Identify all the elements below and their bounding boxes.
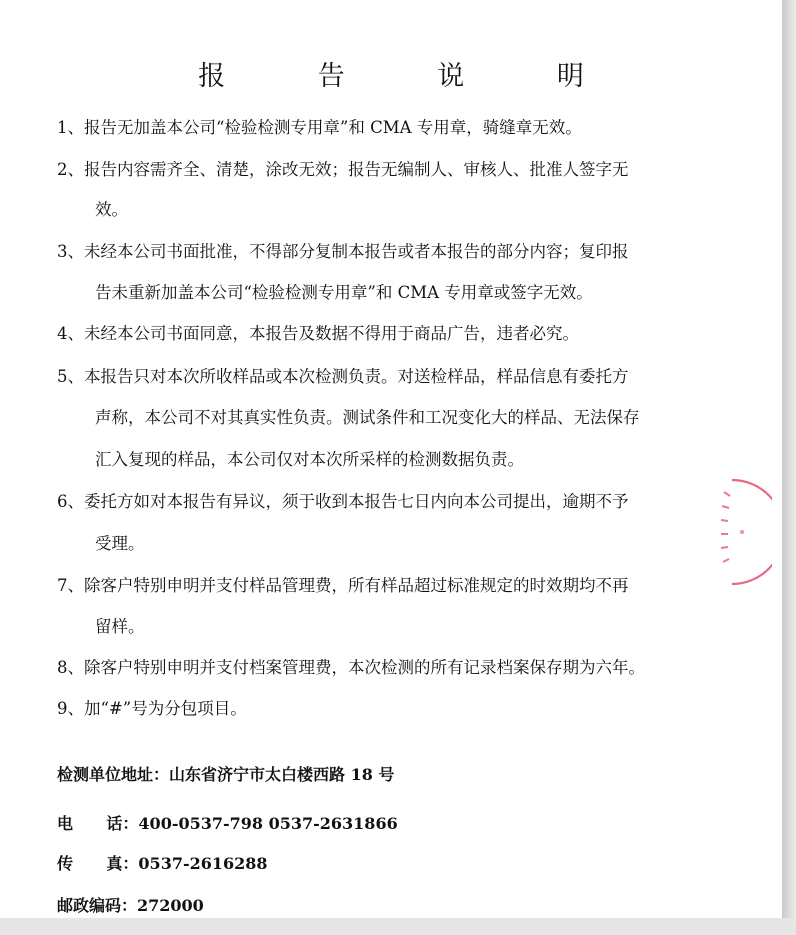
item-2-line-1: 2、报告内容需齐全、清楚，涂改无效；报告无编制人、审核人、批准人签字无 bbox=[57, 160, 629, 179]
item-5-line-1: 5、本报告只对本次所收样品或本次检测负责。对送检样品，样品信息有委托方 bbox=[57, 367, 629, 386]
item-8-line-1: 8、除客户特别申明并支付档案管理费，本次检测的所有记录档案保存期为六年。 bbox=[57, 658, 645, 677]
contact-fax: 传 真：0537-2616288 bbox=[57, 854, 268, 873]
contact-phone: 电 话：400-0537-798 0537-2631866 bbox=[57, 814, 398, 833]
seam-stamp-icon bbox=[712, 472, 772, 592]
item-3-line-2: 告未重新加盖本公司“检验检测专用章”和 CMA 专用章或签字无效。 bbox=[95, 283, 593, 302]
item-7-line-2: 留样。 bbox=[95, 617, 145, 636]
item-6-line-1: 6、委托方如对本报告有异议，须于收到本报告七日内向本公司提出，逾期不予 bbox=[57, 492, 629, 511]
contact-postcode: 邮政编码：272000 bbox=[57, 896, 204, 915]
item-5-line-3: 汇入复现的样品，本公司仅对本次所采样的检测数据负责。 bbox=[95, 450, 524, 469]
item-6-line-2: 受理。 bbox=[95, 534, 145, 553]
item-1-line-1: 1、报告无加盖本公司“检验检测专用章”和 CMA 专用章，骑缝章无效。 bbox=[57, 118, 582, 137]
item-7-line-1: 7、除客户特别申明并支付样品管理费，所有样品超过标准规定的时效期均不再 bbox=[57, 576, 629, 595]
item-5-line-2: 声称，本公司不对其真实性负责。测试条件和工况变化大的样品、无法保存 bbox=[95, 408, 640, 427]
item-3-line-1: 3、未经本公司书面批准，不得部分复制本报告或者本报告的部分内容；复印报 bbox=[57, 242, 629, 261]
item-2-line-2: 效。 bbox=[95, 200, 128, 219]
page-title: 报 告 说 明 bbox=[198, 61, 626, 92]
contact-address: 检测单位地址：山东省济宁市太白楼西路 18 号 bbox=[57, 765, 395, 784]
item-9-line-1: 9、加“#”号为分包项目。 bbox=[57, 699, 247, 718]
item-4-line-1: 4、未经本公司书面同意，本报告及数据不得用于商品广告，违者必究。 bbox=[57, 324, 579, 343]
bottom-gutter bbox=[0, 918, 796, 935]
page-edge-shadow bbox=[782, 0, 796, 935]
